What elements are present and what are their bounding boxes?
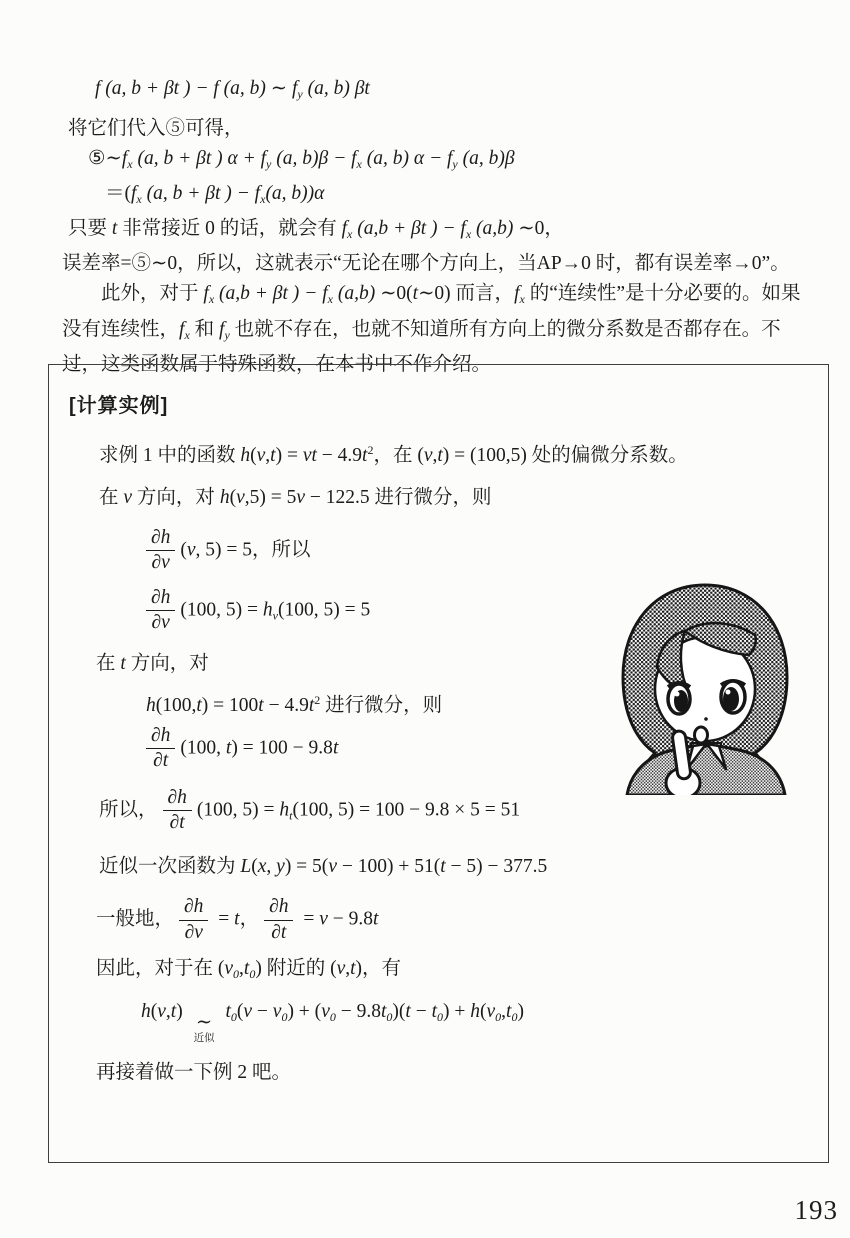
text-line: 误差率=⑤∼0，所以，这就表示“无论在哪个方向上，当AP→0 时，都有误差率→0”。: [62, 253, 790, 274]
girl-mouth: [695, 727, 708, 743]
fraction: $\frac{\partial h}{\partial v}$: [146, 587, 175, 635]
text-line: 只要 t 非常接近 0 的话，就会有 $f_x$ (a,b + βt ) − $f_x$ (a,b) ∼0，: [68, 218, 564, 241]
fraction: $\frac{\partial h}{\partial v}$: [146, 527, 175, 575]
formula-line: 所以， $\frac{\partial h}{\partial t}$ (100, $5) = h_t(100$, 5) = 100 − 9.8 × 5 = 51: [99, 786, 521, 833]
text-line: 在 t 方向，对: [96, 652, 209, 674]
text-line: 近似一次函数为 L(x, y) = 5(v − 100) + 51(t − 5) − 377.5: [99, 856, 548, 878]
text-line: 在 v 方向，对 h(v,5) = 5v − 122.5 进行微分，则: [99, 487, 492, 508]
formula-line: $\frac{\partial h}{\partial t}$ (100, t) = 100 − 9.8t: [141, 725, 808, 773]
box-title: [计算实例]: [69, 395, 169, 417]
text-line: 再接着做一下例 2 吧。: [96, 1062, 292, 1084]
thinking-girl-illustration: [599, 577, 811, 795]
fraction: $\frac{\partial h}{\partial t}$: [146, 725, 175, 773]
text-line: 因此，对于在 $(v_0,t_0)$ 附近的 (v,t)，有: [96, 958, 402, 982]
formula-line: h(v,t) ∼ 近似 $t_0(v - v_0) + (v_0 - 9.8t_0)(t - t_0) + h(v_0,t_0)$: [141, 1001, 524, 1044]
approx-symbol: ∼ 近似: [193, 1012, 215, 1044]
formula-line: $=(f_x$ (a, b + βt ) − $f_x(a$, b))α: [105, 183, 325, 206]
formula-line: $\frac{\partial h}{\partial v}$ (v, 5) = 5，所以: [141, 527, 808, 575]
girl-body: [627, 746, 785, 795]
formula-line: $h(100,t) = 100t - 4.9t^2$ 进行微分，则: [146, 692, 443, 716]
formula-line: 一般地， $\frac{\partial h}{\partial v}$ = t， $\frac{\partial h}{\partial t}$ = v − 9.8t: [96, 896, 379, 943]
page-number: 193: [794, 1195, 838, 1225]
fraction: $\frac{\partial h}{\partial v}$: [179, 896, 208, 944]
girl-nose: [704, 717, 708, 721]
top-text-block: [62, 74, 806, 380]
paragraph: 此外，对于 $f_x$ (a,b + βt ) − $f_x$ (a,b) ∼0(t∼0) 而言，$f_x$ 的“连续性”是十分必要的。如果没有连续性，$f_x$ 和 $f_y$ 也就不存在，也就不知道所有方向上的微分系数是否都存在。不过，这类函数属于特殊函数，在本书中不作介绍。: [62, 283, 801, 375]
formula-line: $⑤\sim f_x$ (a, b + βt ) $\alpha + f_y$ (a, $b)\beta - f_x$ (a, b) $\alpha - f_y$ (a, b)β: [88, 148, 515, 171]
formula-line: $\frac{\partial h}{\partial v}$ (100, $5) = h_v(100$, 5) = 5: [141, 587, 808, 635]
fraction: $\frac{\partial h}{\partial t}$: [163, 787, 192, 835]
text-line: 求例 1 中的函数 h(v,t) = vt − $4.9t^2$，在 (v,t) = (100,5) 处的偏微分系数。: [99, 443, 688, 466]
text-line: 将它们代入⑤可得，: [68, 118, 244, 139]
girl-right-pupil: [723, 687, 739, 711]
fraction: $\frac{\partial h}{\partial t}$: [264, 896, 293, 944]
calculation-example-box: [48, 364, 829, 1163]
formula-line: f (a, b + βt ) − f (a, b) ∼ $f_y$ (a, b) βt: [95, 78, 370, 101]
